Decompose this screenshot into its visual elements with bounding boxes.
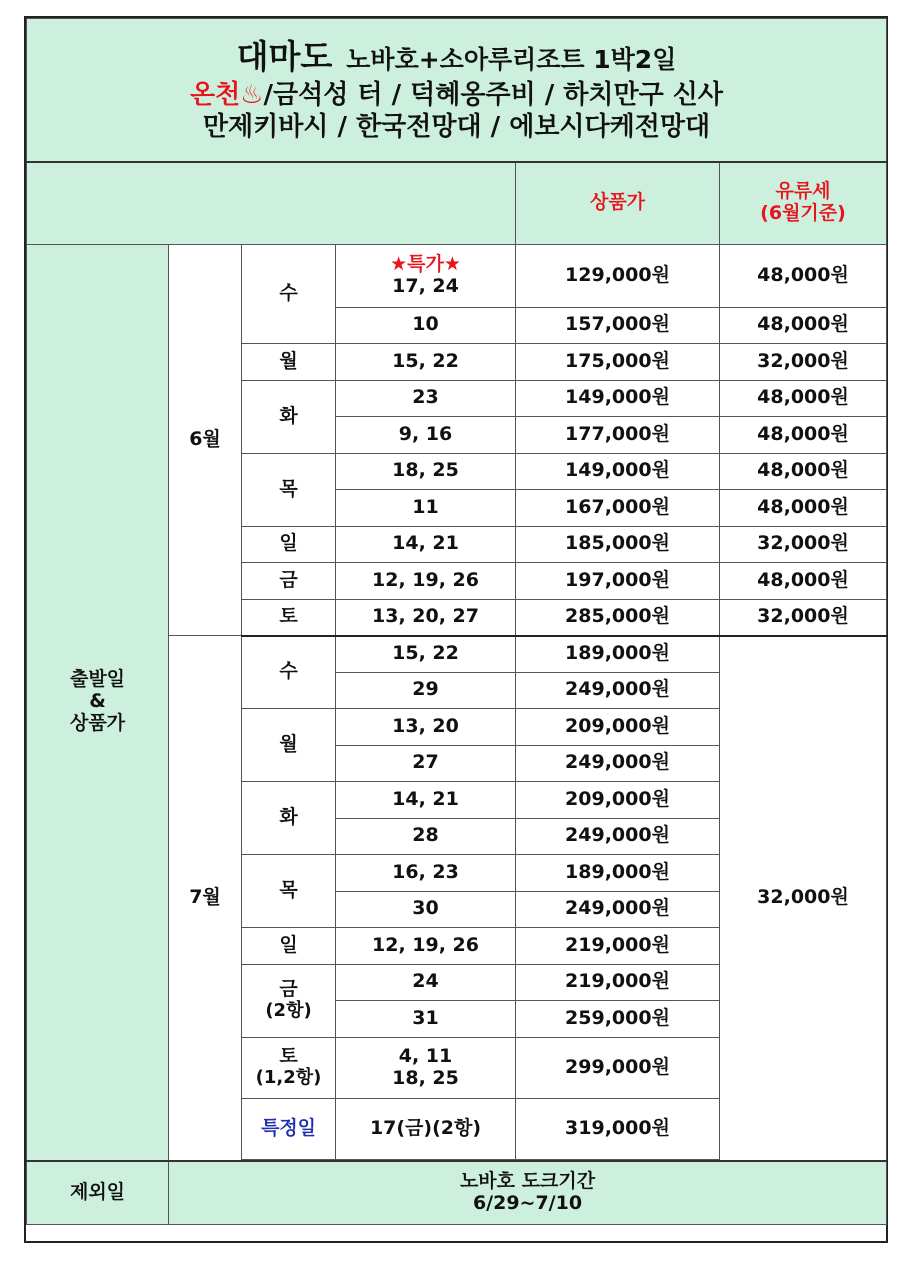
day-cell: 금 (242, 563, 336, 600)
price-cell: 197,000원 (516, 563, 720, 600)
day-note: (1,2항) (255, 1067, 322, 1089)
price-cell: 167,000원 (516, 490, 720, 527)
header-fuel-line1: 유류세 (775, 180, 831, 203)
header-blank (27, 162, 516, 244)
price-cell: 319,000원 (516, 1098, 720, 1159)
dates-cell: 14, 21 (336, 782, 516, 819)
dates-cell: 29 (336, 672, 516, 709)
title-line-3: 만제키바시 / 한국전망대 / 에보시다케전망대 (202, 111, 711, 142)
dates-cell: 12, 19, 26 (336, 928, 516, 965)
day-cell: 수 (242, 244, 336, 344)
tour-price-table (26, 18, 887, 1225)
exclusion-content (169, 1161, 887, 1225)
price-cell: 259,000원 (516, 1001, 720, 1038)
day-cell (242, 1037, 336, 1098)
dates-text: 17, 24 (392, 274, 459, 297)
side-label-line1: 출발일 (69, 668, 126, 691)
dates-line2: 18, 25 (392, 1066, 459, 1089)
fuel-cell: 48,000원 (720, 380, 887, 417)
price-cell: 189,000원 (516, 636, 720, 673)
dates-cell: 13, 20, 27 (336, 599, 516, 636)
title-line-1 (27, 38, 886, 79)
title-block (27, 19, 887, 163)
day-cell: 화 (242, 782, 336, 855)
dates-cell: 27 (336, 745, 516, 782)
hot-spring-label: 온천♨ (189, 79, 264, 110)
dates-cell: 31 (336, 1001, 516, 1038)
price-cell: 157,000원 (516, 307, 720, 344)
special-day-cell: 특정일 (242, 1098, 336, 1159)
fuel-cell: 48,000원 (720, 453, 887, 490)
exclusion-line1: 노바호 도크기간 (459, 1169, 596, 1192)
header-fuel (720, 162, 887, 244)
price-cell: 209,000원 (516, 782, 720, 819)
dates-cell: 28 (336, 818, 516, 855)
price-cell: 149,000원 (516, 453, 720, 490)
price-cell: 299,000원 (516, 1037, 720, 1098)
fuel-cell: 48,000원 (720, 490, 887, 527)
price-cell: 185,000원 (516, 526, 720, 563)
price-cell: 285,000원 (516, 599, 720, 636)
price-cell: 249,000원 (516, 891, 720, 928)
month-july: 7월 (169, 636, 242, 1161)
price-cell: 219,000원 (516, 928, 720, 965)
dates-cell: 14, 21 (336, 526, 516, 563)
dates-cell: 10 (336, 307, 516, 344)
dates-cell: 15, 22 (336, 636, 516, 673)
price-cell: 249,000원 (516, 745, 720, 782)
title-line-2 (27, 79, 886, 111)
price-cell: 175,000원 (516, 344, 720, 381)
price-cell: 249,000원 (516, 818, 720, 855)
table-row (27, 244, 887, 307)
dates-cell (336, 1037, 516, 1098)
fuel-cell: 48,000원 (720, 563, 887, 600)
dates-cell: 11 (336, 490, 516, 527)
day-text: 금 (279, 978, 298, 1001)
dates-cell: 13, 20 (336, 709, 516, 746)
dates-cell: 24 (336, 964, 516, 1001)
dates-cell: 17(금)(2항) (336, 1098, 516, 1159)
day-cell: 일 (242, 526, 336, 563)
fuel-cell: 32,000원 (720, 526, 887, 563)
price-cell: 149,000원 (516, 380, 720, 417)
fuel-cell: 48,000원 (720, 244, 887, 307)
dates-cell (336, 244, 516, 307)
price-cell: 129,000원 (516, 244, 720, 307)
day-cell: 수 (242, 636, 336, 709)
dates-cell: 12, 19, 26 (336, 563, 516, 600)
day-cell (242, 964, 336, 1037)
side-label-line2: & (89, 690, 106, 713)
title-sub: 노바호+소아루리조트 1박2일 (346, 44, 677, 74)
fuel-cell-july: 32,000원 (720, 636, 887, 1161)
day-note: (2항) (265, 1000, 312, 1022)
fuel-cell: 48,000원 (720, 307, 887, 344)
day-cell: 월 (242, 344, 336, 381)
day-text: 토 (279, 1045, 298, 1068)
fuel-cell: 48,000원 (720, 417, 887, 454)
dates-cell: 18, 25 (336, 453, 516, 490)
price-cell: 177,000원 (516, 417, 720, 454)
exclusion-row (27, 1161, 887, 1225)
fuel-cell: 32,000원 (720, 599, 887, 636)
dates-cell: 16, 23 (336, 855, 516, 892)
day-cell: 목 (242, 453, 336, 526)
dates-cell: 30 (336, 891, 516, 928)
price-cell: 209,000원 (516, 709, 720, 746)
day-cell: 월 (242, 709, 336, 782)
day-cell: 화 (242, 380, 336, 453)
day-cell: 일 (242, 928, 336, 965)
exclusion-line2: 6/29~7/10 (472, 1191, 583, 1214)
day-cell: 토 (242, 599, 336, 636)
day-cell: 목 (242, 855, 336, 928)
price-table-frame (24, 16, 888, 1243)
dates-cell: 15, 22 (336, 344, 516, 381)
exclusion-label: 제외일 (27, 1161, 169, 1225)
price-cell: 189,000원 (516, 855, 720, 892)
dates-line1: 4, 11 (398, 1044, 453, 1067)
month-june: 6월 (169, 244, 242, 636)
dates-cell: 23 (336, 380, 516, 417)
title-line-2-rest: /금석성 터 / 덕혜옹주비 / 하치만구 신사 (263, 79, 724, 110)
dates-cell: 9, 16 (336, 417, 516, 454)
side-label (27, 244, 169, 1161)
price-cell: 249,000원 (516, 672, 720, 709)
price-cell: 219,000원 (516, 964, 720, 1001)
title-main: 대마도 (236, 36, 333, 76)
side-label-line3: 상품가 (69, 711, 126, 734)
fuel-cell: 32,000원 (720, 344, 887, 381)
special-price-tag: ★특가★ (390, 252, 461, 275)
header-price: 상품가 (516, 162, 720, 244)
header-fuel-line2: (6월기준) (760, 202, 846, 225)
